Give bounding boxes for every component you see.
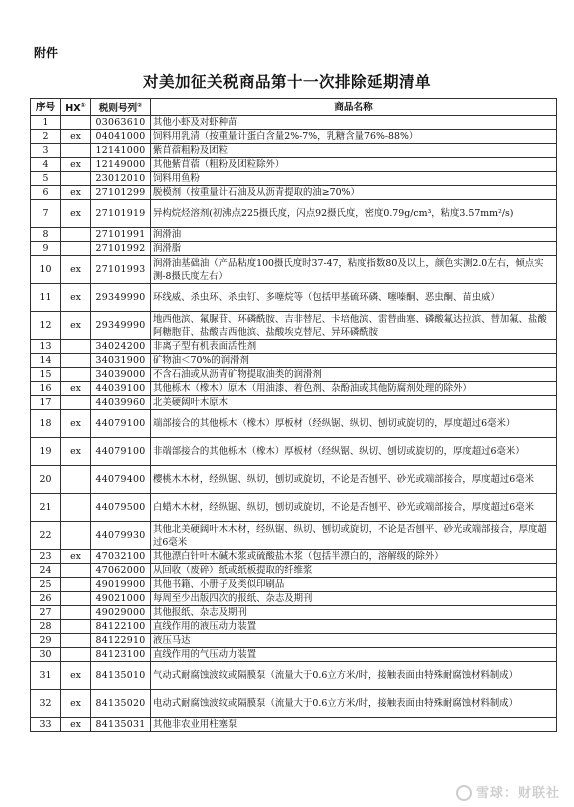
row-hx <box>61 620 91 634</box>
row-hx: ex <box>61 312 91 340</box>
row-hx: ex <box>61 186 91 200</box>
row-tariff-code: 27101299 <box>91 186 151 200</box>
header-code <box>91 99 151 116</box>
row-tariff-code: 27101991 <box>91 228 151 242</box>
row-number: 12 <box>31 312 61 340</box>
table-row <box>31 564 557 578</box>
row-product-name: 异构烷烃溶剂(初沸点225摄氏度，闪点92摄氏度，密度0.79g/cm³，粘度3.57mm²/s) <box>151 200 557 228</box>
row-tariff-code: 27101992 <box>91 242 151 256</box>
row-tariff-code: 47032100 <box>91 550 151 564</box>
row-tariff-code: 34024200 <box>91 340 151 354</box>
row-hx: ex <box>61 382 91 396</box>
header-name: 商品名称 <box>151 99 557 116</box>
row-product-name: 白蜡木木材，经纵锯、纵切，刨切或旋切，不论是否刨平、砂光或端部接合，厚度超过6毫米 <box>151 494 557 522</box>
row-number: 1 <box>31 116 61 130</box>
row-product-name: 其他书籍、小册子及类似印刷品 <box>151 578 557 592</box>
table-row <box>31 606 557 620</box>
row-hx <box>61 242 91 256</box>
table-row <box>31 550 557 564</box>
row-product-name: 直线作用的气压动力装置 <box>151 648 557 662</box>
row-product-name: 端部接合的其他栎木（橡木）厚板材（经纵锯、纵切、刨切或旋切的，厚度超过6毫米） <box>151 410 557 438</box>
row-number: 5 <box>31 172 61 186</box>
row-hx: ex <box>61 158 91 172</box>
row-hx <box>61 368 91 382</box>
row-hx: ex <box>61 550 91 564</box>
row-hx <box>61 228 91 242</box>
table-row <box>31 648 557 662</box>
table-row <box>31 256 557 284</box>
row-hx <box>61 396 91 410</box>
row-tariff-code: 34031900 <box>91 354 151 368</box>
row-number: 4 <box>31 158 61 172</box>
table-body <box>31 116 557 732</box>
row-hx <box>61 172 91 186</box>
header-hx-text: HX <box>65 103 81 115</box>
row-product-name: 非离子型有机表面活性剂 <box>151 340 557 354</box>
exclusion-list-table <box>30 98 557 732</box>
row-product-name: 液压马达 <box>151 634 557 648</box>
row-tariff-code: 84135031 <box>91 718 151 732</box>
row-product-name: 其他紫苜蓿（粗粉及团粒除外） <box>151 158 557 172</box>
table-row <box>31 662 557 690</box>
row-tariff-code: 29349990 <box>91 312 151 340</box>
row-hx: ex <box>61 438 91 466</box>
row-hx <box>61 116 91 130</box>
row-product-name: 非端部接合的其他栎木（橡木）厚板材（经纵锯、纵切、刨切或旋切的，厚度超过6毫米） <box>151 438 557 466</box>
row-number: 30 <box>31 648 61 662</box>
row-hx <box>61 494 91 522</box>
table-row <box>31 116 557 130</box>
row-product-name: 饲料用鱼粉 <box>151 172 557 186</box>
row-hx: ex <box>61 284 91 312</box>
row-number: 21 <box>31 494 61 522</box>
row-tariff-code: 44039100 <box>91 382 151 396</box>
row-number: 6 <box>31 186 61 200</box>
row-tariff-code: 44079400 <box>91 466 151 494</box>
row-tariff-code: 84123100 <box>91 648 151 662</box>
row-hx: ex <box>61 718 91 732</box>
row-hx <box>61 592 91 606</box>
row-tariff-code: 23012010 <box>91 172 151 186</box>
row-tariff-code: 84122910 <box>91 634 151 648</box>
row-tariff-code: 84135010 <box>91 662 151 690</box>
table-row <box>31 284 557 312</box>
table-row <box>31 200 557 228</box>
header-code-text: 税则号列 <box>98 103 138 115</box>
row-number: 14 <box>31 354 61 368</box>
row-hx: ex <box>61 690 91 718</box>
row-number: 29 <box>31 634 61 648</box>
row-number: 26 <box>31 592 61 606</box>
row-product-name: 其他非农业用柱塞泵 <box>151 718 557 732</box>
row-product-name: 樱桃木木材，经纵锯、纵切，刨切或旋切，不论是否刨平、砂光或端部接合，厚度超过6毫米 <box>151 466 557 494</box>
row-hx <box>61 354 91 368</box>
row-product-name: 电动式耐腐蚀波纹或隔膜泵（流量大于0.6立方米/时，接触表面由特殊耐腐蚀材料制成） <box>151 690 557 718</box>
row-number: 3 <box>31 144 61 158</box>
row-product-name: 地西他滨、氟脲苷、环磷酰胺、吉非替尼、卡培他滨、雷替曲塞、磷酸氟达拉滨、替加氟、盐酸阿糖胞苷、盐酸吉西他滨、盐酸埃克替尼、异环磷酰胺 <box>151 312 557 340</box>
row-product-name: 直线作用的液压动力装置 <box>151 620 557 634</box>
row-product-name: 环线威、杀虫环、杀虫钉、多噻烷等（包括甲基硫环磷、噻嗪酮、恶虫酮、苗虫威） <box>151 284 557 312</box>
row-number: 23 <box>31 550 61 564</box>
row-product-name: 润滑油 <box>151 228 557 242</box>
table-row <box>31 410 557 438</box>
header-hx-footnote: ① <box>80 102 86 109</box>
row-product-name: 从回收（废碎）纸或纸板提取的纤维浆 <box>151 564 557 578</box>
row-number: 32 <box>31 690 61 718</box>
table-row <box>31 396 557 410</box>
row-number: 27 <box>31 606 61 620</box>
attachment-label: 附件 <box>34 46 59 60</box>
table-header-row <box>31 99 557 116</box>
row-number: 16 <box>31 382 61 396</box>
table-row <box>31 438 557 466</box>
row-number: 20 <box>31 466 61 494</box>
table-row <box>31 466 557 494</box>
table-row <box>31 242 557 256</box>
row-hx <box>61 606 91 620</box>
row-tariff-code: 44039960 <box>91 396 151 410</box>
table-row <box>31 522 557 550</box>
row-tariff-code: 03063610 <box>91 116 151 130</box>
table-row <box>31 144 557 158</box>
snowball-logo-icon <box>456 785 472 801</box>
watermark-text: 雪球：财联社 <box>475 785 560 801</box>
header-hx <box>61 99 91 116</box>
row-hx <box>61 578 91 592</box>
table-row <box>31 172 557 186</box>
table-row <box>31 340 557 354</box>
row-hx <box>61 634 91 648</box>
row-product-name: 每周至少出版四次的报纸、杂志及期刊 <box>151 592 557 606</box>
row-hx: ex <box>61 410 91 438</box>
table-row <box>31 620 557 634</box>
row-product-name: 润滑油基础油（产品粘度100摄氏度时37-47，粘度指数80及以上，颜色实测2.0左右，倾点实测-8摄氏度左右） <box>151 256 557 284</box>
table-row <box>31 718 557 732</box>
row-product-name: 其他小虾及对虾种苗 <box>151 116 557 130</box>
row-number: 17 <box>31 396 61 410</box>
table-row <box>31 634 557 648</box>
row-product-name: 其他北美硬阔叶木木材，经纵锯、纵切、刨切或旋切，不论是否刨平、砂光或端部接合，厚度超过6毫米 <box>151 522 557 550</box>
row-number: 8 <box>31 228 61 242</box>
row-hx <box>61 144 91 158</box>
table-row <box>31 494 557 522</box>
table-row <box>31 592 557 606</box>
row-product-name: 其他栎木（橡木）原木（用油漆、着色剂、杂酚油或其他防腐剂处理的除外） <box>151 382 557 396</box>
page-title: 对美加征关税商品第十一次排除延期清单 <box>142 73 431 91</box>
row-hx <box>61 648 91 662</box>
row-number: 2 <box>31 130 61 144</box>
row-number: 9 <box>31 242 61 256</box>
row-product-name: 气动式耐腐蚀波纹或隔膜泵（流量大于0.6立方米/时，接触表面由特殊耐腐蚀材料制成） <box>151 662 557 690</box>
row-hx: ex <box>61 130 91 144</box>
row-hx <box>61 466 91 494</box>
row-number: 19 <box>31 438 61 466</box>
row-number: 25 <box>31 578 61 592</box>
row-tariff-code: 27101919 <box>91 200 151 228</box>
row-hx: ex <box>61 662 91 690</box>
row-tariff-code: 44079100 <box>91 438 151 466</box>
row-number: 15 <box>31 368 61 382</box>
row-tariff-code: 84122100 <box>91 620 151 634</box>
row-product-name: 饲料用乳清（按重量计蛋白含量2%-7%，乳糖含量76%-88%） <box>151 130 557 144</box>
row-tariff-code: 12141000 <box>91 144 151 158</box>
row-tariff-code: 49021000 <box>91 592 151 606</box>
row-product-name: 紫苜蓿粗粉及团粒 <box>151 144 557 158</box>
row-tariff-code: 47062000 <box>91 564 151 578</box>
row-tariff-code: 44079100 <box>91 410 151 438</box>
table-row <box>31 158 557 172</box>
row-number: 28 <box>31 620 61 634</box>
row-product-name: 不含石油或从沥青矿物提取油类的润滑剂 <box>151 368 557 382</box>
table-row <box>31 368 557 382</box>
table-row <box>31 130 557 144</box>
table-row <box>31 354 557 368</box>
row-tariff-code: 49019900 <box>91 578 151 592</box>
row-tariff-code: 27101993 <box>91 256 151 284</box>
row-hx <box>61 522 91 550</box>
row-product-name: 矿物油＜70%的润滑剂 <box>151 354 557 368</box>
row-tariff-code: 29349990 <box>91 284 151 312</box>
row-number: 31 <box>31 662 61 690</box>
table-row <box>31 312 557 340</box>
row-tariff-code: 49029000 <box>91 606 151 620</box>
table-row <box>31 228 557 242</box>
row-number: 11 <box>31 284 61 312</box>
row-tariff-code: 44079500 <box>91 494 151 522</box>
row-number: 33 <box>31 718 61 732</box>
row-tariff-code: 84135020 <box>91 690 151 718</box>
row-product-name: 其他报纸、杂志及期刊 <box>151 606 557 620</box>
row-number: 22 <box>31 522 61 550</box>
row-tariff-code: 12149000 <box>91 158 151 172</box>
watermark <box>456 782 560 802</box>
table-row <box>31 382 557 396</box>
row-product-name: 润滑脂 <box>151 242 557 256</box>
row-tariff-code: 44079930 <box>91 522 151 550</box>
row-product-name: 脱模剂（按重量计石油及从沥青提取的油≥70%） <box>151 186 557 200</box>
header-no: 序号 <box>31 99 61 116</box>
row-tariff-code: 04041000 <box>91 130 151 144</box>
table-row <box>31 186 557 200</box>
row-hx <box>61 340 91 354</box>
row-hx: ex <box>61 200 91 228</box>
row-number: 7 <box>31 200 61 228</box>
row-tariff-code: 34039000 <box>91 368 151 382</box>
row-number: 18 <box>31 410 61 438</box>
row-number: 13 <box>31 340 61 354</box>
row-number: 10 <box>31 256 61 284</box>
table-row <box>31 690 557 718</box>
header-code-footnote: ② <box>137 102 143 109</box>
row-product-name: 北美硬阔叶木原木 <box>151 396 557 410</box>
table-row <box>31 578 557 592</box>
row-product-name: 其他漂白针叶木碱木浆或硫酸盐木浆（包括半漂白的，溶解级的除外） <box>151 550 557 564</box>
row-number: 24 <box>31 564 61 578</box>
row-hx: ex <box>61 256 91 284</box>
row-hx <box>61 564 91 578</box>
